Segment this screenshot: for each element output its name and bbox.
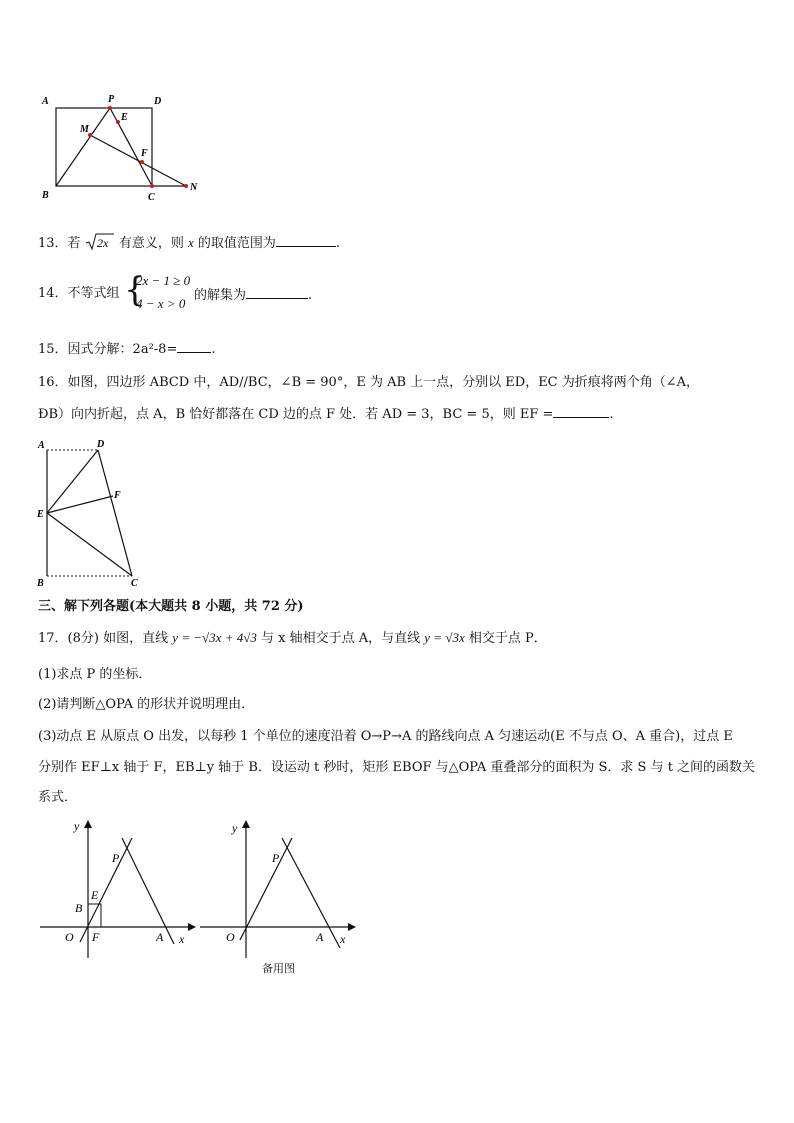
question-15: 15．因式分解：2a²-8= . <box>38 338 215 360</box>
q13-tail: 的取值范围为 <box>197 236 276 251</box>
fig17a-label-O: O <box>65 930 74 944</box>
q14-tail: 的解集为 . <box>194 284 312 306</box>
fig17a-label-y: y <box>74 819 80 833</box>
fig17b-label-A: A <box>316 930 324 944</box>
q13-answer-blank[interactable] <box>276 232 336 247</box>
q17-part3-line3: 系式． <box>38 790 78 805</box>
rectangle-figure <box>38 90 208 205</box>
fig17a-label-F: F <box>92 930 100 944</box>
question-16-line2: ÐB）向内折起，点 A，B 恰好都落在 CD 边的点 F 处．若 AD = 3，BC = 5，则 EF = . <box>38 403 614 425</box>
label-N: N <box>190 182 198 193</box>
fig17b-caption: 备用图 <box>262 962 295 975</box>
fig17b-label-P: P <box>272 851 280 865</box>
label-D: D <box>154 96 162 107</box>
q17-eq2: y = √3x <box>424 630 465 645</box>
fig16-label-F: F <box>114 490 121 501</box>
label-E: E <box>121 112 128 123</box>
q17-part1: (1)求点 P 的坐标． <box>38 667 152 682</box>
question-13: 13．若 2x 有意义，则 x 的取值范围为 . <box>38 232 340 254</box>
question-17-intro: 17．(8分) 如图，直线 y = −√3x + 4√3 与 x 轴相交于点 A，与直线 y = √3x 相交于点 P． <box>38 630 547 646</box>
fig17b-label-y: y <box>232 821 238 835</box>
fig17a-label-P: P <box>112 851 120 865</box>
q17-part2: (2)请判断△OPA 的形状并说明理由． <box>38 697 255 712</box>
q13-mid: 有意义，则 <box>118 236 184 251</box>
question-16-line1: 16．如图，四边形 ABCD 中，AD//BC，∠B = 90°，E 为 AB 上一点，分别以 ED，EC 为折痕将两个角（∠A， <box>38 375 700 390</box>
label-B: B <box>42 190 49 201</box>
q13-sqrt <box>85 233 115 254</box>
label-M: M <box>80 124 89 135</box>
coordinate-figure-backup <box>200 818 360 963</box>
q14-line2: 4 − x > 0 <box>136 296 186 311</box>
fold-figure <box>32 436 152 588</box>
q13-radicand: 2x <box>96 236 109 250</box>
question-14-label: 14．不等式组 <box>38 286 120 301</box>
q15-answer-blank[interactable] <box>177 338 211 353</box>
fig17a-label-B: B <box>75 901 83 915</box>
fig17b-label-O: O <box>226 930 235 944</box>
section-3-heading: 三、解下列各题(本大题共 8 小题，共 72 分) <box>38 599 304 614</box>
q14-answer-blank[interactable] <box>246 284 308 299</box>
q13-num: 13．若 <box>38 236 81 251</box>
fig16-label-A: A <box>38 440 45 451</box>
fig16-label-C: C <box>131 578 138 588</box>
label-C: C <box>148 192 155 203</box>
label-A: A <box>42 96 49 107</box>
fig17b-label-x: x <box>340 932 346 946</box>
fig16-label-D: D <box>97 439 105 450</box>
q17-part3-line2: 分别作 EF⊥x 轴于 F，EB⊥y 轴于 B．设运动 t 秒时，矩形 EBOF 与△OPA 重叠部分的面积为 S．求 S 与 t 之间的函数关 <box>38 760 756 775</box>
q13-var: x <box>187 235 194 250</box>
brace-symbol: { <box>124 270 146 310</box>
fig16-label-E: E <box>37 509 44 520</box>
q16-answer-blank[interactable] <box>553 403 609 418</box>
q17-eq1: y = −√3x + 4√3 <box>172 630 257 645</box>
label-P: P <box>108 94 115 105</box>
q14-line1: 2x − 1 ≥ 0 <box>136 273 191 288</box>
fig17a-label-x: x <box>179 932 185 946</box>
fig16-label-B: B <box>37 578 44 588</box>
fig17a-label-E: E <box>91 888 99 902</box>
q17-part3-line1: (3)动点 E 从原点 O 出发，以每秒 1 个单位的速度沿着 O→P→A 的路线向点 A 匀速运动(E 不与点 O、A 重合)，过点 E <box>38 729 733 744</box>
label-F: F <box>141 148 148 159</box>
coordinate-figure-main <box>36 818 196 963</box>
fig17a-label-A: A <box>156 930 164 944</box>
